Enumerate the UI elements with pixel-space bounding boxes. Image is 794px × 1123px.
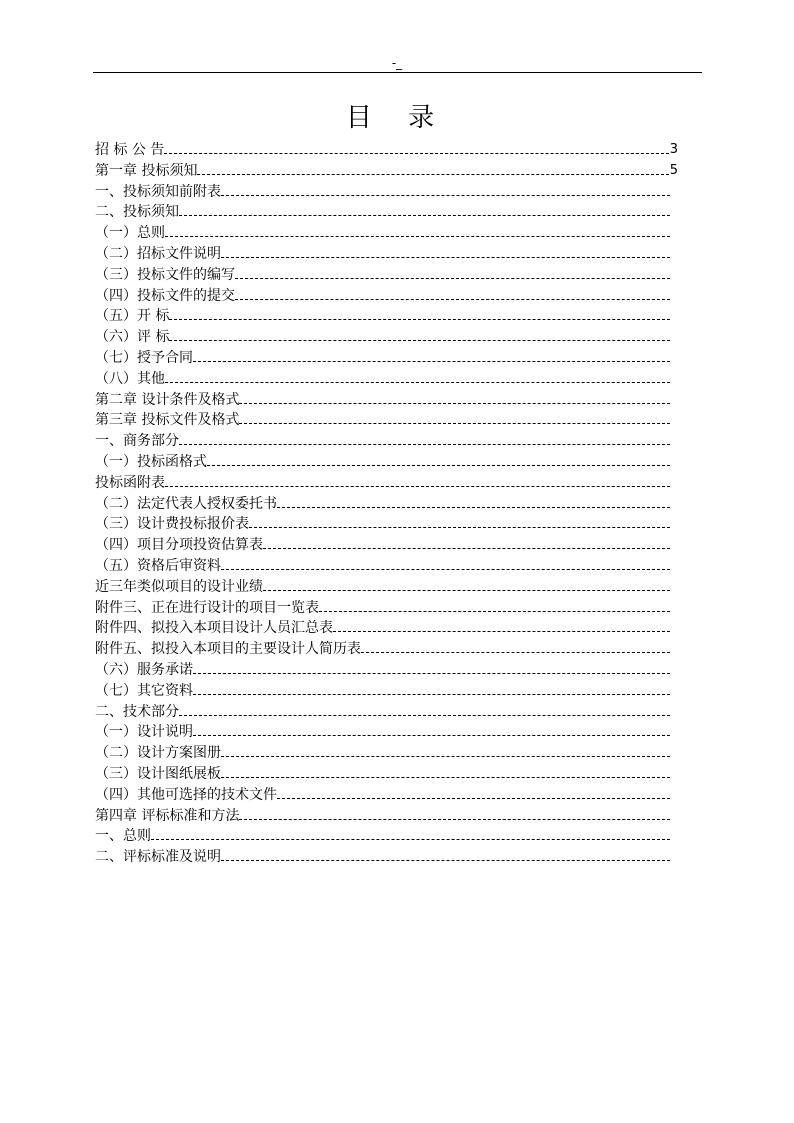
toc-entry[interactable] bbox=[95, 244, 678, 265]
toc-leader-dashes bbox=[319, 611, 670, 612]
toc-leader-dashes bbox=[179, 215, 670, 216]
toc-leader-dashes bbox=[235, 278, 670, 279]
toc-leader-dashes bbox=[277, 507, 670, 508]
toc-entry-label: 第一章 投标须知 bbox=[95, 162, 198, 179]
toc-entry[interactable] bbox=[95, 556, 678, 577]
toc-title: 目 录 bbox=[345, 103, 449, 133]
toc-leader-dashes bbox=[197, 174, 669, 175]
toc-leader-dashes bbox=[169, 340, 670, 341]
toc-entry-label: （三）投标文件的编写 bbox=[95, 266, 235, 283]
toc-entry-label: （一）投标函格式 bbox=[95, 453, 207, 470]
toc-entry-label: （四）其他可选择的技术文件 bbox=[95, 786, 277, 803]
toc-entry[interactable] bbox=[95, 161, 678, 182]
toc-leader-dashes bbox=[179, 715, 670, 716]
toc-entry[interactable] bbox=[95, 452, 678, 473]
toc-entry-label: 第三章 投标文件及格式 bbox=[95, 412, 240, 429]
toc-leader-dashes bbox=[165, 236, 670, 237]
toc-entry-label: 招 标 公 告 bbox=[95, 142, 165, 158]
toc-entry-label: （三）设计费投标报价表 bbox=[95, 516, 249, 533]
toc-entry[interactable] bbox=[95, 764, 678, 785]
toc-entry[interactable] bbox=[95, 618, 678, 639]
toc-entry[interactable] bbox=[95, 826, 678, 847]
toc-entry-label: （六）服务承诺 bbox=[95, 661, 193, 678]
toc-leader-dashes bbox=[239, 819, 670, 820]
toc-leader-dashes bbox=[151, 839, 670, 840]
toc-entry[interactable] bbox=[95, 514, 678, 535]
toc-leader-dashes bbox=[164, 153, 669, 154]
toc-entry[interactable] bbox=[95, 306, 678, 327]
toc-leader-dashes bbox=[221, 860, 670, 861]
toc-leader-dashes bbox=[179, 444, 670, 445]
toc-leader-dashes bbox=[221, 777, 670, 778]
toc-entry-label: 一、总则 bbox=[95, 828, 151, 845]
toc-entry[interactable] bbox=[95, 140, 678, 161]
toc-leader-dashes bbox=[165, 382, 670, 383]
toc-entry-label: （六）评 标 bbox=[95, 329, 170, 346]
toc-entry-label: 第四章 评标标准和方法 bbox=[95, 807, 240, 824]
toc-entry[interactable] bbox=[95, 286, 678, 307]
toc-entry-label: （八）其他 bbox=[95, 370, 165, 387]
header-rule bbox=[93, 72, 702, 73]
toc-entry-page: 3 bbox=[669, 142, 678, 157]
toc-entry[interactable] bbox=[95, 743, 678, 764]
toc-entry[interactable] bbox=[95, 182, 678, 203]
toc-leader-dashes bbox=[221, 195, 670, 196]
toc-leader-dashes bbox=[263, 548, 670, 549]
toc-entry[interactable] bbox=[95, 660, 678, 681]
table-of-contents bbox=[95, 140, 678, 868]
toc-leader-dashes bbox=[193, 735, 670, 736]
toc-leader-dashes bbox=[207, 465, 670, 466]
toc-entry[interactable] bbox=[95, 348, 678, 369]
toc-entry-label: （七）其它资料 bbox=[95, 682, 193, 699]
toc-leader-dashes bbox=[263, 590, 670, 591]
toc-entry-label: 二、技术部分 bbox=[95, 703, 179, 720]
toc-entry[interactable] bbox=[95, 681, 678, 702]
toc-entry[interactable] bbox=[95, 431, 678, 452]
toc-leader-dashes bbox=[221, 569, 670, 570]
toc-entry[interactable] bbox=[95, 390, 678, 411]
toc-entry-label: 附件三、正在进行设计的项目一览表 bbox=[95, 599, 319, 616]
toc-entry-label: 第二章 设计条件及格式 bbox=[95, 391, 240, 408]
toc-entry-label: （二）招标文件说明 bbox=[95, 245, 221, 262]
toc-entry[interactable] bbox=[95, 494, 678, 515]
toc-entry-label: 近三年类似项目的设计业绩 bbox=[95, 578, 263, 595]
toc-entry-label: （四）项目分项投资估算表 bbox=[95, 537, 263, 554]
toc-entry-label: （五）开 标 bbox=[95, 308, 170, 325]
toc-leader-dashes bbox=[165, 486, 670, 487]
toc-leader-dashes bbox=[221, 257, 670, 258]
toc-entry[interactable] bbox=[95, 722, 678, 743]
toc-entry-label: 二、投标须知 bbox=[95, 204, 179, 221]
toc-entry[interactable] bbox=[95, 847, 678, 868]
toc-leader-dashes bbox=[221, 756, 670, 757]
toc-leader-dashes bbox=[239, 423, 670, 424]
toc-entry[interactable] bbox=[95, 702, 678, 723]
toc-leader-dashes bbox=[249, 527, 670, 528]
toc-entry[interactable] bbox=[95, 806, 678, 827]
toc-entry-label: （一）总则 bbox=[95, 225, 165, 242]
toc-entry-label: 二、评标标准及说明 bbox=[95, 849, 221, 866]
toc-entry-label: （三）设计图纸展板 bbox=[95, 765, 221, 782]
toc-leader-dashes bbox=[193, 694, 670, 695]
toc-entry[interactable] bbox=[95, 223, 678, 244]
toc-entry-label: （二）法定代表人授权委托书 bbox=[95, 495, 277, 512]
toc-entry[interactable] bbox=[95, 410, 678, 431]
toc-entry[interactable] bbox=[95, 265, 678, 286]
toc-entry-label: （二）设计方案图册 bbox=[95, 745, 221, 762]
toc-entry[interactable] bbox=[95, 785, 678, 806]
toc-leader-dashes bbox=[193, 673, 670, 674]
toc-entry[interactable] bbox=[95, 202, 678, 223]
toc-leader-dashes bbox=[239, 403, 670, 404]
toc-entry-label: 附件四、拟投入本项目设计人员汇总表 bbox=[95, 620, 333, 637]
toc-entry-label: 附件五、拟投入本项目的主要设计人简历表 bbox=[95, 641, 361, 658]
toc-leader-dashes bbox=[361, 652, 670, 653]
page-header-mark: -_ bbox=[391, 56, 403, 70]
toc-entry-label: （五）资格后审资料 bbox=[95, 557, 221, 574]
toc-entry-label: （四）投标文件的提交 bbox=[95, 287, 235, 304]
toc-entry[interactable] bbox=[95, 598, 678, 619]
toc-leader-dashes bbox=[193, 361, 670, 362]
toc-entry-label: 一、投标须知前附表 bbox=[95, 183, 221, 200]
toc-entry[interactable] bbox=[95, 327, 678, 348]
toc-entry[interactable] bbox=[95, 639, 678, 660]
toc-leader-dashes bbox=[169, 319, 670, 320]
toc-entry[interactable] bbox=[95, 535, 678, 556]
toc-entry[interactable] bbox=[95, 577, 678, 598]
toc-leader-dashes bbox=[333, 631, 670, 632]
toc-entry-page: 5 bbox=[669, 162, 678, 178]
toc-entry[interactable] bbox=[95, 473, 678, 494]
toc-entry-label: 一、商务部分 bbox=[95, 433, 179, 450]
toc-entry-label: （一）设计说明 bbox=[95, 724, 193, 741]
toc-leader-dashes bbox=[235, 299, 670, 300]
toc-entry-label: 投标函附表 bbox=[95, 474, 165, 491]
toc-leader-dashes bbox=[277, 798, 670, 799]
toc-entry-label: （七）授予合同 bbox=[95, 349, 193, 366]
toc-entry[interactable] bbox=[95, 369, 678, 390]
